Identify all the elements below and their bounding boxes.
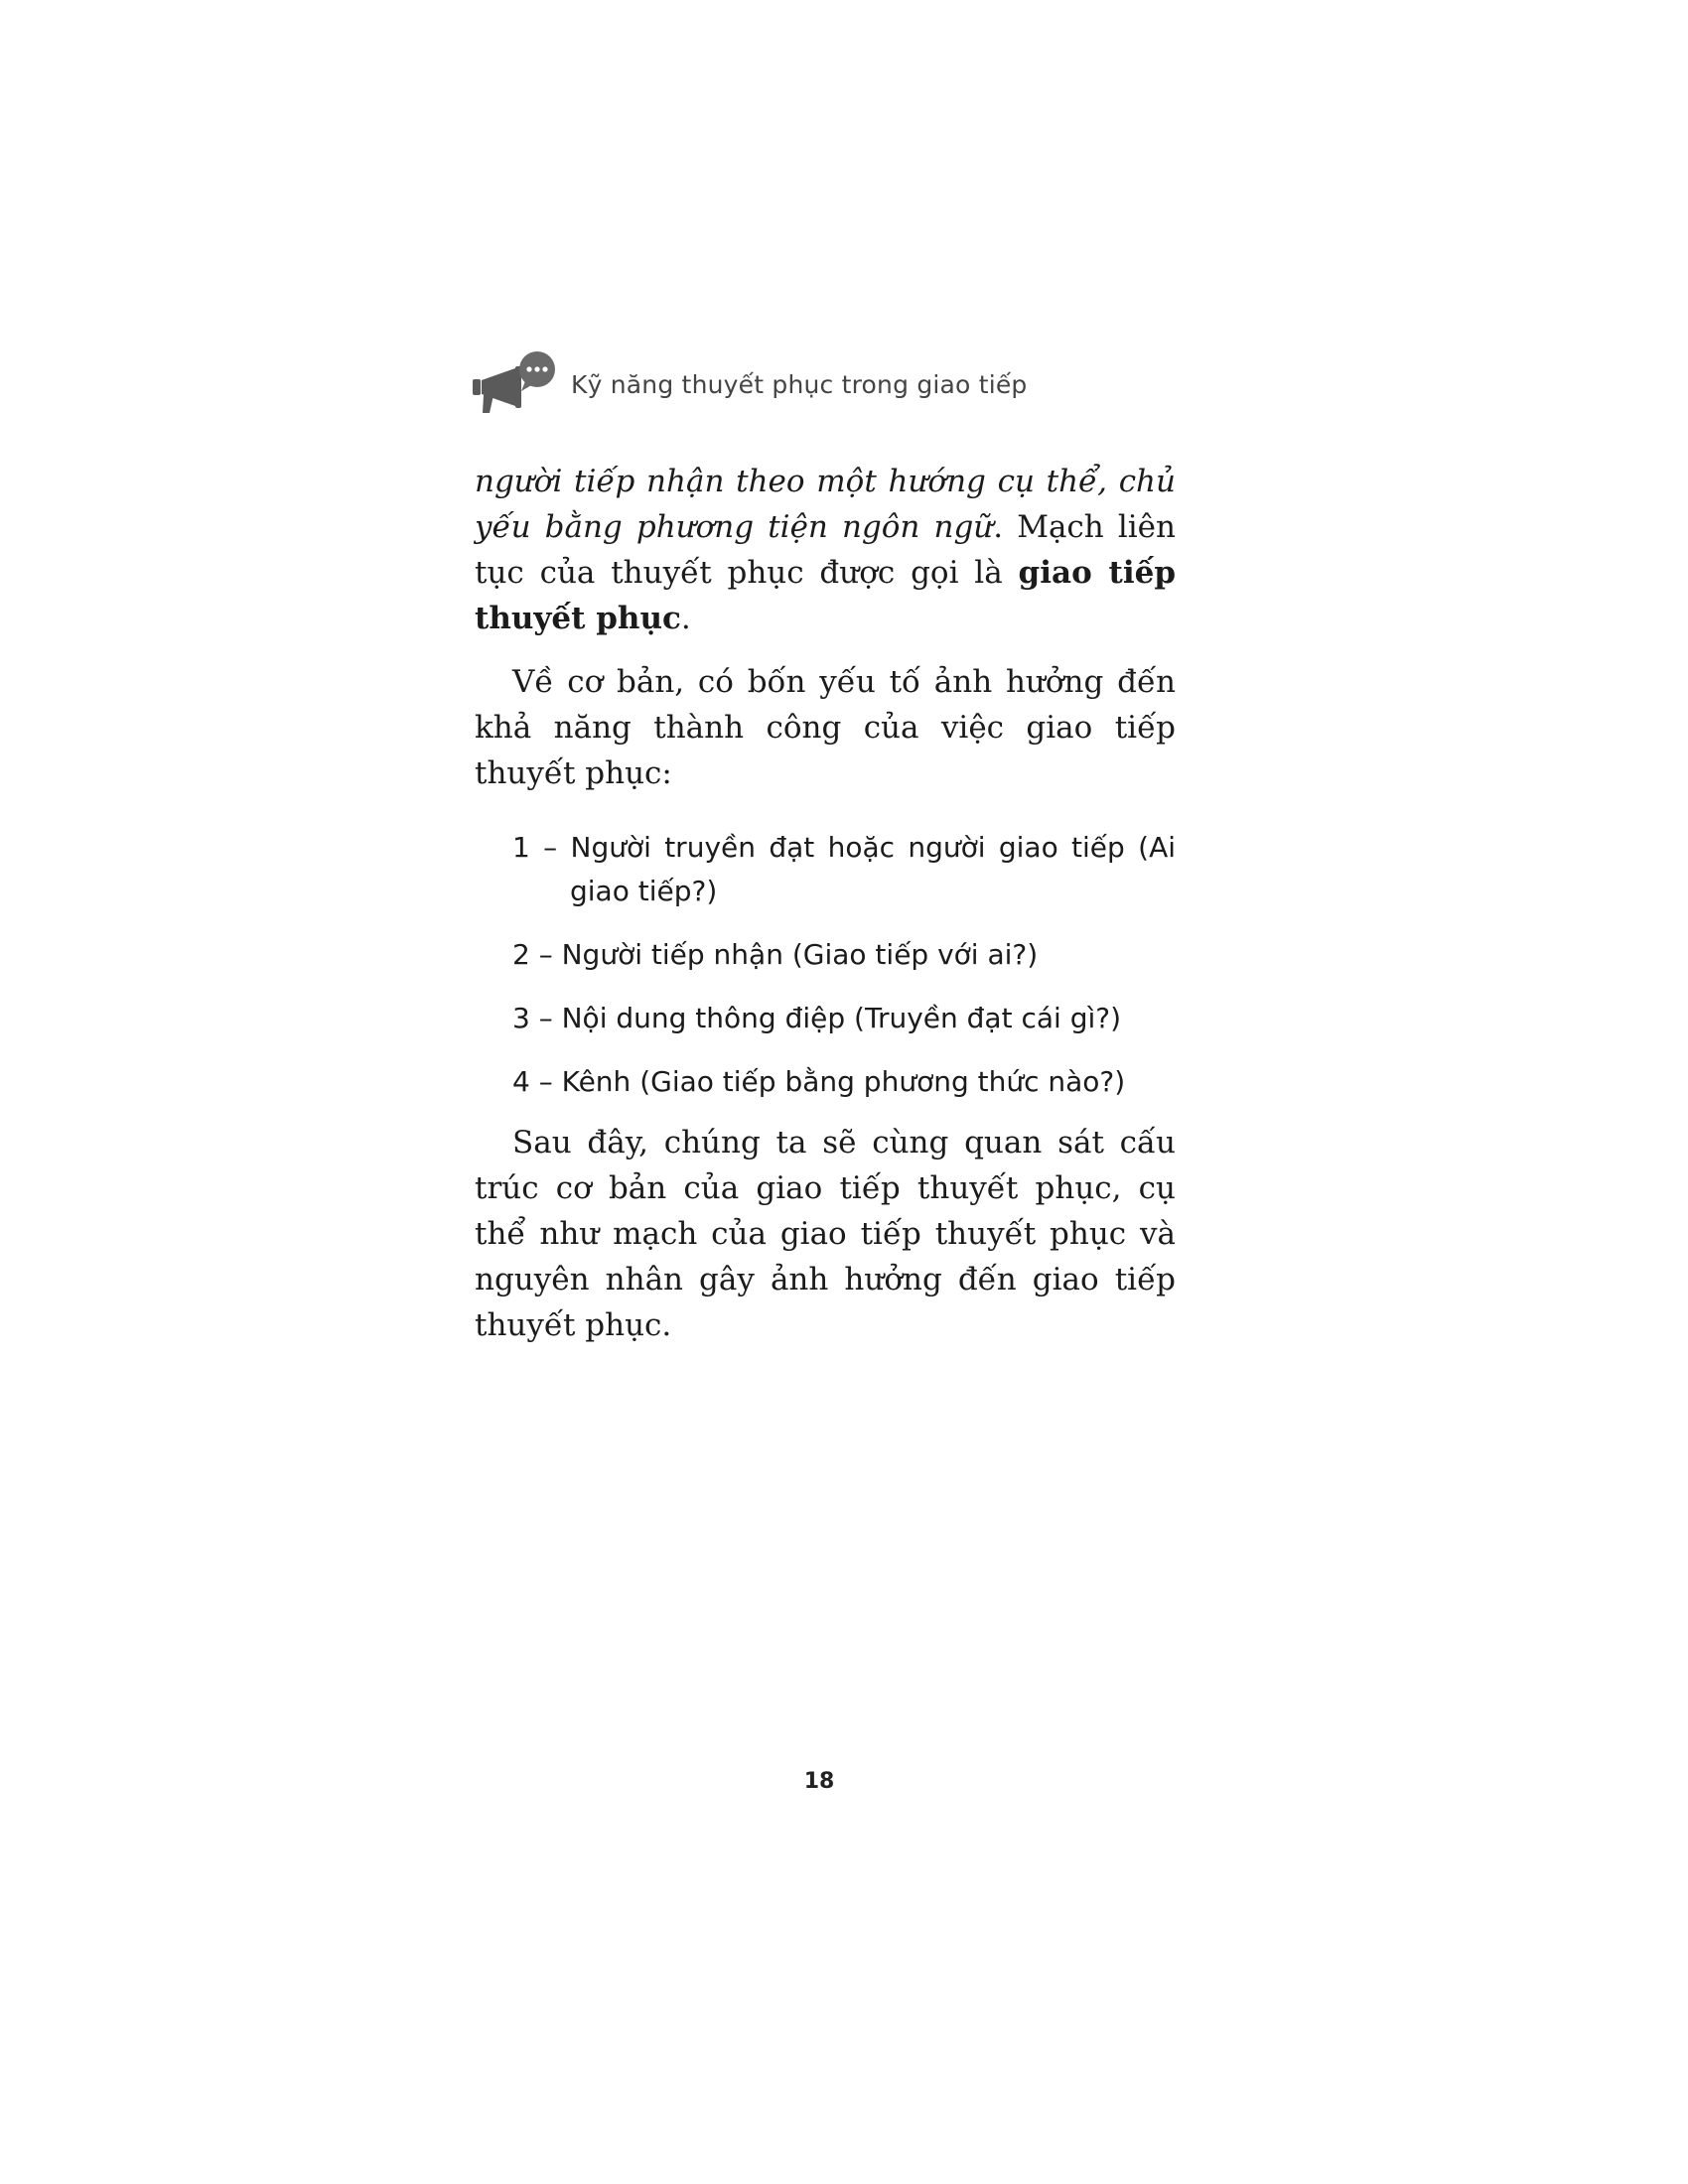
megaphone-speech-bubble-icon — [472, 349, 563, 419]
list-item: 3 – Nội dung thông điệp (Truyền đạt cái gì?) — [512, 1002, 1122, 1034]
main-text — [475, 459, 1176, 1348]
running-header — [472, 349, 1028, 419]
italic-phrase: người tiếp nhận theo một hướng cụ thể, chủ yếu bằng phương tiện ngôn ngữ — [475, 464, 1176, 545]
paragraph-3: Sau đây, chúng ta sẽ cùng quan sát cấu trúc cơ bản của giao tiếp thuyết phục, cụ thể như mạch của giao tiếp thuyết phục và nguyên nhân gây ảnh hưởng đến giao tiếp thuyết phục. — [475, 1125, 1176, 1343]
paragraph-1-text: . Mạch liên tục của thuyết phục được gọi là — [475, 509, 1176, 591]
paragraph-1 — [475, 459, 1176, 641]
page-number: 18 — [803, 1769, 835, 1794]
paragraph-2: Về cơ bản, có bốn yếu tố ảnh hưởng đến khả năng thành công của việc giao tiếp thuyết phục: — [475, 664, 1176, 791]
list-item: 1 – Người truyền đạt hoặc người giao tiếp (Ai giao tiếp?) — [512, 831, 1176, 907]
list-item: 2 – Người tiếp nhận (Giao tiếp với ai?) — [512, 938, 1039, 971]
list-item: 4 – Kênh (Giao tiếp bằng phương thức nào?) — [512, 1065, 1126, 1098]
bold-term: giao tiếp thuyết phục — [475, 555, 1176, 636]
factor-list — [475, 826, 1176, 1104]
running-header-title: Kỹ năng thuyết phục trong giao tiếp — [571, 369, 1028, 399]
paragraph-1-end: . — [680, 601, 691, 636]
